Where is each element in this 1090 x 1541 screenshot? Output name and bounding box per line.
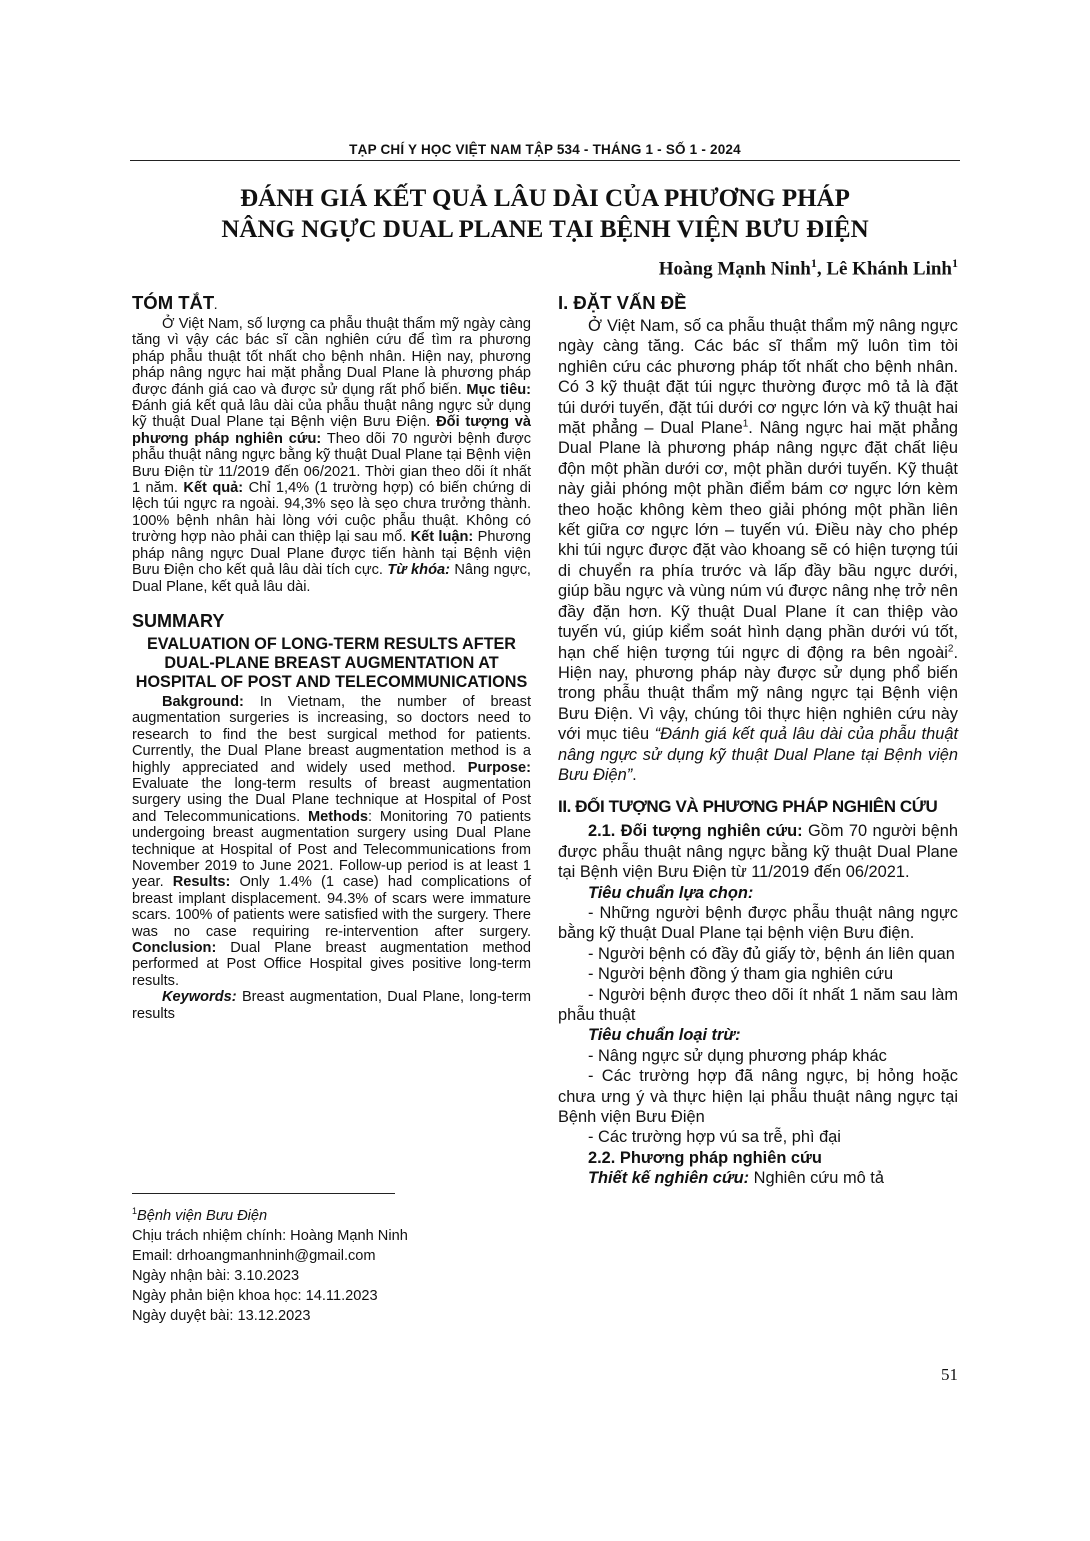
abstract-conclusion: Phương pháp nâng ngực Dual Plane được tiến hành tại Bệnh viện Bưu Điện cho kết quả lâu dài tích cực. [132, 529, 532, 579]
right-column [558, 292, 958, 1189]
summary-label-background: Bakground: [162, 693, 244, 710]
footnote-affiliation: Bệnh viện Bưu Điện [137, 1207, 268, 1224]
abstract-label-conclusion: Kết luận: [410, 529, 474, 546]
author-affiliation: 1 [952, 256, 958, 270]
subjects-text: Gồm 70 người bệnh được phẫu thuật nâng ngực bằng kỹ thuật Dual Plane tại Bệnh viện Bưu Điện từ 11/2019 đến 06/2021. [558, 822, 958, 882]
summary-label-results: Results: [172, 874, 231, 891]
intro-text-2: . Nâng ngực hai mặt phẳng Dual Plane là phương pháp nâng ngực đặt chất liệu độn một phần dưới cơ, một phần dưới tuyến. Kỹ thuật này giải phóng một phần điểm bám cơ ngực lớn kèm theo hoặc không kèm theo giải phóng một phần liên kết giữa cơ ngực lớn – tuyến vú. Điều này cho phép khi túi ngực được đặt vào khoang sẽ có hiện tượng túi di chuyển ra phía trước và lấp đầy bầu ngực dưới, giúp bầu ngực và vùng núm vú được nâng nhẹ trở nên đầy đặn hơn. Kỹ thuật Dual Plane ít can thiệp vào tuyến vú, giúp kiểm soát hình dạng phần dưới vú tốt, hạn chế hiện tượng túi ngực di động ra bên ngoài [558, 419, 958, 662]
author-name: Lê Khánh Linh [826, 258, 952, 280]
exclusion-item: - Các trường hợp vú sa trễ, phì đại [588, 1128, 841, 1147]
abstract-vi [132, 316, 531, 595]
inclusion-heading: Tiêu chuẩn lựa chọn: [588, 883, 754, 902]
summary-keywords-line [132, 989, 531, 1022]
abstract-label-results: Kết quả: [183, 480, 244, 497]
citation-ref: 1 [742, 418, 749, 430]
footnote-received: Ngày nhận bài: 3.10.2023 [132, 1267, 300, 1284]
summary-methods: : Monitoring 70 patients undergoing breast augmentation surgery using Dual Plane technique at Hospital of Post and Telecommunications from November 2019 to June 2021. Follow-up period is at least 1 year. [132, 808, 531, 891]
exclusion-heading: Tiêu chuẩn loại trừ: [588, 1026, 741, 1045]
design-text: Nghiên cứu mô tả [749, 1169, 884, 1188]
summary-en [132, 694, 531, 989]
summary-conclusion: Dual Plane breast augmentation method performed at Post Office Hospital gives positive long-term results. [132, 940, 531, 989]
summary-purpose: Evaluate the long-term results of breast augmentation surgery using the Dual Plane technique at Hospital of Post and Telecommunications. [132, 775, 531, 825]
methods-subheading: 2.2. Phương pháp nghiên cứu [588, 1148, 822, 1167]
intro-paragraph [558, 316, 958, 785]
inclusion-item: - Người bệnh được theo dõi ít nhất 1 năm sau làm phẫu thuật [558, 985, 958, 1024]
exclusion-item: - Các trường hợp đã nâng ngực, bị hỏng hoặc chưa ưng ý và thực hiện lại phẫu thuật nâng ngực tại Bệnh viện Bưu Điện [558, 1067, 958, 1127]
abstract-intro: Ở Việt Nam, số lượng ca phẫu thuật thẩm mỹ ngày càng tăng vì vậy các bác sĩ cần nghiên cứu để tìm ra phương pháp phẫu thuật tốt nhất cho bệnh nhân. Hiện nay, phương pháp nâng ngực hai mặt phẳng Dual Plane là phương pháp được đánh giá cao và được sử dụng rất phổ biến. [132, 316, 531, 398]
subjects-paragraph [558, 821, 958, 882]
paper-title [130, 183, 960, 245]
design-label: Thiết kế nghiên cứu: [588, 1169, 750, 1188]
abstract-label-methods: Đối tượng và phương pháp nghiên cứu: [132, 414, 532, 447]
footnote-affiliation-line [132, 1201, 531, 1226]
author-name: Hoàng Mạnh Ninh [658, 258, 811, 280]
summary-label-purpose: Purpose: [467, 759, 531, 776]
intro-text-3: . Hiện nay, phương pháp này được sử dụng phổ biến trong phẫu thuật thẩm mỹ nâng ngực tại Bệnh viện Bưu Điện. Vì vậy, chúng tôi thực hiện nghiên cứu này với mục tiêu [558, 643, 958, 744]
summary-keywords: Breast augmentation, Dual Plane, long-term results [132, 989, 531, 1022]
page-number: 51 [941, 1365, 958, 1384]
title-line-2: NÂNG NGỰC DUAL PLANE TẠI BỆNH VIỆN BƯU ĐIỆN [221, 216, 869, 243]
header-rule [130, 160, 960, 161]
author-affiliation: 1 [810, 256, 817, 270]
abstract-keywords: Nâng ngực, Dual Plane, kết quả lâu dài. [132, 562, 531, 595]
methods-heading: II. ĐỐI TƯỢNG VÀ PHƯƠNG PHÁP NGHIÊN CỨU [558, 797, 938, 817]
author-list [659, 256, 958, 280]
subjects-label: 2.1. Đối tượng nghiên cứu: [588, 822, 803, 841]
footnote-rule [132, 1193, 395, 1194]
abstract-methods: Theo dõi 70 người bệnh được phẫu thuật nâng ngực bằng kỹ thuật Dual Plane tại Bệnh viện Bưu Điện từ 11/2019 đến 06/2021. Thời gian theo dõi ít nhất 1 năm. [132, 430, 531, 497]
abstract-label-objective: Mục tiêu: [466, 381, 531, 398]
design-paragraph [558, 1168, 958, 1188]
inclusion-item: - Người bệnh đồng ý tham gia nghiên cứu [588, 965, 894, 984]
inclusion-item: - Những người bệnh được phẫu thuật nâng ngực bằng kỹ thuật Dual Plane tại bệnh viện Bưu điện. [558, 903, 958, 943]
intro-text-4: . [632, 765, 637, 784]
summary-title: EVALUATION OF LONG-TERM RESULTS AFTER DUAL-PLANE BREAST AUGMENTATION AT HOSPITAL OF POST AND TELECOMMUNICATIONS [135, 634, 528, 691]
summary-results: Only 1.4% (1 case) had complications of breast implant displacement. 94.3% of scars were immature scars. 100% of patients were satisfied with the surgery. There was no case requiring re-intervention after surgery. [132, 874, 531, 940]
footnote-reviewed: Ngày phản biện khoa học: 14.11.2023 [132, 1287, 378, 1304]
inclusion-item: - Người bệnh có đầy đủ giấy tờ, bệnh án liên quan [588, 944, 955, 963]
intro-text-1: Ở Việt Nam, số ca phẫu thuật thẩm mỹ nâng ngực ngày càng tăng. Các bác sĩ thẩm mỹ luôn tìm tòi nghiên cứu các phương pháp tốt nhất cho bệnh nhân. Có 3 kỹ thuật đặt túi ngực thường được mô tả là đặt túi dưới tuyến, đặt túi dưới cơ ngực lớn và kỹ thuật hai mặt phẳng – Dual Plane [558, 317, 958, 438]
summary-label-keywords: Keywords: [162, 989, 237, 1006]
journal-header: TẠP CHÍ Y HỌC VIỆT NAM TẬP 534 - THÁNG 1 - SỐ 1 - 2024 [349, 142, 741, 157]
abstract-results: Chỉ 1,4% (1 trường hợp) có biến chứng di lệch túi ngực ra ngoài. 94,3% sẹo là sẹo chưa trưởng thành. 100% bệnh nhân hài lòng với cuộc phẫu thuật. Không có trường hợp nào phải can thiệp lại sau mổ. [132, 480, 532, 546]
left-column [132, 292, 531, 1022]
footnote-aff-number: 1 [132, 1206, 138, 1216]
intro-heading: I. ĐẶT VẤN ĐỀ [558, 292, 687, 313]
author-separator: , [816, 258, 827, 280]
abstract-objective: Đánh giá kết quả lâu dài của phẫu thuật nâng ngực sử dụng kỹ thuật Dual Plane tại Bệnh viện Bưu Điện. [132, 398, 531, 431]
footnote-email: Email: drhoangmanhninh@gmail.com [132, 1247, 376, 1264]
summary-label-conclusion: Conclusion: [132, 940, 217, 956]
citation-ref: 2 [947, 643, 954, 655]
summary-heading: SUMMARY [132, 610, 225, 631]
footnote-accepted: Ngày duyệt bài: 13.12.2023 [132, 1307, 311, 1324]
title-line-1: ĐÁNH GIÁ KẾT QUẢ LÂU DÀI CỦA PHƯƠNG PHÁP [240, 185, 850, 212]
summary-label-methods: Methods [308, 808, 368, 825]
exclusion-item: - Nâng ngực sử dụng phương pháp khác [588, 1046, 887, 1065]
footnote-corresponding: Chịu trách nhiệm chính: Hoàng Mạnh Ninh [132, 1227, 408, 1244]
footnote [132, 1201, 531, 1326]
abstract-label-keywords: Từ khóa: [387, 562, 450, 579]
abstract-heading: TÓM TẮT . [132, 292, 531, 314]
intro-aim: “Đánh giá kết quả lâu dài của phẫu thuật nâng ngực sử dụng kỹ thuật Dual Plane tại Bệnh viện Bưu Điện” [558, 725, 958, 784]
summary-background: In Vietnam, the number of breast augmentation surgeries is increasing, so doctors need to research to find the best surgical method for patients. Currently, the Dual Plane breast augmentation method is a highly appreciated and widely used method. [132, 693, 531, 776]
